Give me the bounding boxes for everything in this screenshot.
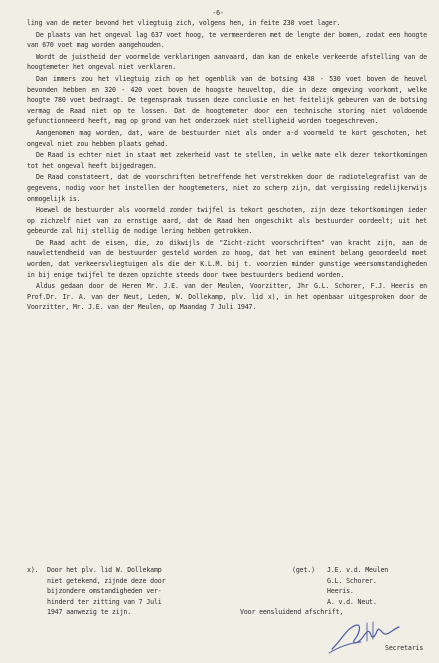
paragraph: De Raad acht de eisen, die, zo dikwijls de "Zicht-zicht voorschriften" van kracht zijn, aan de nauwlettendheid van de bestuurder gesteld worden zo hoog, dat het van eminent belang geoordeeld moet worden, dat verkeersvliegtuigen als die der K.L.M. bij t. voorzien minder gunstige weersomstandigheden in bij enige twijfel te dezen opzichte steeds door twee bestuurders bediend worden. <box>27 238 427 279</box>
paragraph: De plaats van het ongeval lag 637 voet hoog, te vermeerderen met de lengte der bomen, zodat een hoogte van 670 voet mag worden aangehouden. <box>27 30 427 50</box>
signatory-name: Heeris. <box>327 587 354 596</box>
footnote-line: hinderd ter zitting van 7 Juli <box>47 597 162 606</box>
footnote-line: 1947 aanwezig te zijn. <box>47 608 132 617</box>
paragraph: Dan immers zou het vliegtuig zich op het ogenblik van de botsing 430 - 530 voet boven de heuvel bevonden hebben en 320 - 420 voet boven de hoogste heuveltop, die in deze omgeving voorkomt, welke hoogte 780 voet bedraagt. De tegenspraak tussen deze conclusie en het feitelijk gebeuren van de botsing vermag de Raad niet op te lossen. Dat de hoogtemeter door een technische storing niet voldoende gefunctionneerd heeft, mag op grond van het onderzoek niet stelligheid worden toegeschreven. <box>27 74 427 126</box>
paragraph: ling van de meter bevond het vliegtuig zich, volgens hen, in feite 230 voet lager. <box>27 19 341 27</box>
footnote-line: Door het plv. lid W. Dollekamp <box>47 566 162 574</box>
signatory-name: A. v.d. Neut. <box>327 597 377 606</box>
conformity-note: Voor eensluidend afschrift, <box>240 608 344 616</box>
footnote-mark: x). <box>27 566 39 574</box>
paragraph: Aangenomen mag worden, dat, ware de bestuurder niet als onder a-d voormeld te kort geschoten, het ongeval niet zou hebben plaats gehad. <box>27 128 427 148</box>
signatory-name: G.L. Schorer. <box>327 576 377 585</box>
paragraph: Aldus gedaan door de Heren Mr. J.E. van der Meulen, Voorzitter, Jhr G.L. Schorer, F.J. Heeris en Prof.Dr. Ir. A. van der Neut, Leden, W. Dollekamp, plv. lid x), in het openbaar uitgesproken door de Voorzitter, Mr. J.E. van der Meulen, op Maandag 7 Juli 1947. <box>27 282 427 312</box>
document-body <box>27 18 427 313</box>
paragraph: De Raad is echter niet in staat met zekerheid vast te stellen, in welke mate elk dezer tekortkomingen tot het ongeval heeft bijgedragen. <box>27 151 427 170</box>
signed-label: (get.) <box>292 566 315 574</box>
paragraph: Hoewel de bestuurder als voormeld zonder twijfel is tekort geschoten, zijn deze tekortkomingen ieder op zichzelf niet van zo ernstige aard, dat de Raad hen ongeschikt als bestuurder oordeelt; uit het gebeurde zal hij stellig de nodige lering hebben getrokken. <box>27 206 427 236</box>
signatory-list <box>327 565 388 607</box>
footnote-line: bijzondere omstandigheden ver- <box>47 587 162 596</box>
signatory-name: J.E. v.d. Meulen <box>327 566 389 574</box>
secretary-label: Secretaris <box>385 644 424 652</box>
paragraph: De Raad constateert, dat de voorschriften betreffende het verstrekken door de radiotelegrafist van de gegevens, nodig voor het instellen der hoogtemeters, niet zo scherp zijn, dat vergissing redelijkerwijs onmogelijk is. <box>27 173 427 203</box>
signature-block <box>27 565 427 655</box>
page-number: -6- <box>212 9 224 17</box>
paragraph: Wordt de juistheid der voormelde verklaringen aanvaard, dan kan de enkele verkeerde afstelling van de hoogtemeter het ongeval niet verklaren. <box>27 52 427 72</box>
footnote-line: niet getekend, zijnde deze door <box>47 576 166 585</box>
